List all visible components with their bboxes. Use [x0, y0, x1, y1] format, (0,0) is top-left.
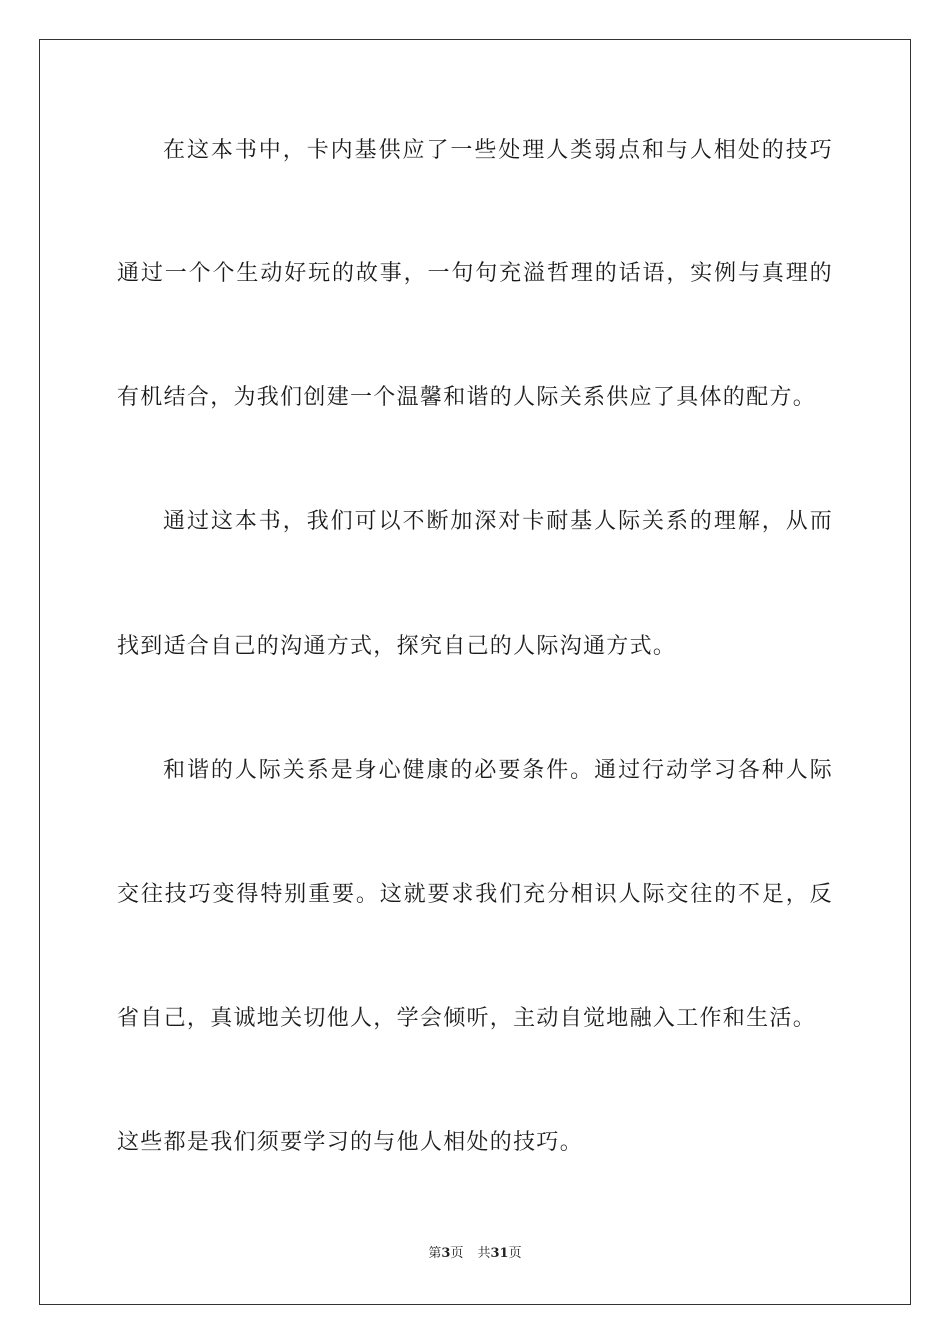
paragraph-1-line-3: 有机结合，为我们创建一个温馨和谐的人际关系供应了具体的配方。	[117, 385, 817, 410]
page-border	[39, 39, 911, 1305]
paragraph-2-line-1: 通过这本书，我们可以不断加深对卡耐基人际关系的理解，从而	[163, 509, 833, 534]
paragraph-3-line-3: 省自己，真诚地关切他人，学会倾听，主动自觉地融入工作和生活。	[117, 1006, 817, 1031]
paragraph-3-line-4: 这些都是我们须要学习的与他人相处的技巧。	[117, 1130, 584, 1155]
total-suffix: 页	[508, 1246, 522, 1261]
total-prefix: 共	[477, 1246, 491, 1261]
paragraph-3-line-2: 交往技巧变得特别重要。这就要求我们充分相识人际交往的不足，反	[117, 882, 833, 907]
paragraph-3-line-1: 和谐的人际关系是身心健康的必要条件。通过行动学习各种人际	[163, 758, 833, 783]
total-page-count: 31	[490, 1246, 509, 1261]
page-footer	[0, 1245, 950, 1263]
page-prefix: 第	[428, 1246, 442, 1261]
page-suffix: 页	[450, 1246, 464, 1261]
paragraph-2-line-2: 找到适合自己的沟通方式，探究自己的人际沟通方式。	[117, 634, 677, 659]
paragraph-1-line-1: 在这本书中，卡内基供应了一些处理人类弱点和与人相处的技巧	[163, 138, 833, 163]
current-page-number: 3	[441, 1246, 451, 1261]
paragraph-1-line-2: 通过一个个生动好玩的故事，一句句充溢哲理的话语，实例与真理的	[117, 261, 833, 286]
